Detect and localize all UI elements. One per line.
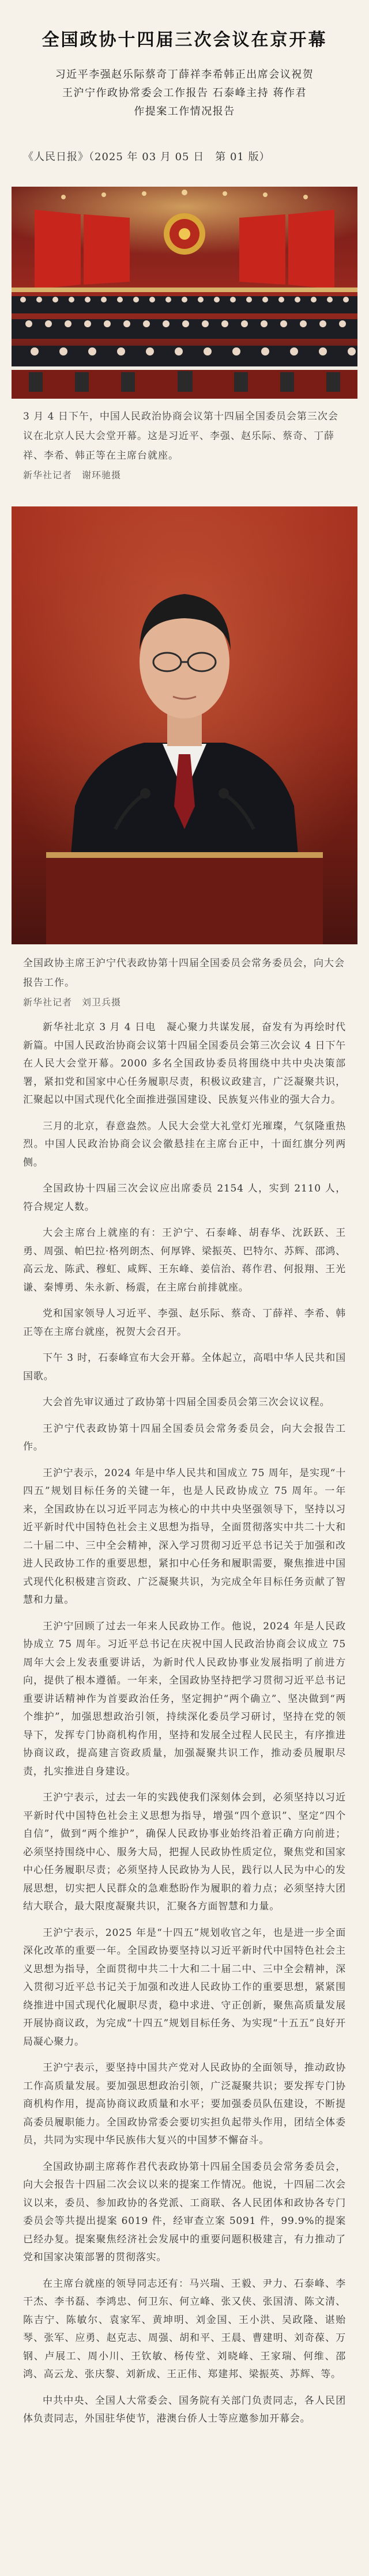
photo2-caption: 全国政协主席王沪宁代表政协第十四届全国委员会常务委员会，向大会报告工作。 [23,958,345,989]
paragraph: 新华社北京 3 月 4 日电 凝心聚力共谋发展，奋发有为再绘时代新篇。中国人民政治协商会议第十四届全国委员会第三次会议 4 日下午在人民大会堂开幕。2000 多名全国政协委员将围绕中共中央决策部署，紧扣党和国家中心任务履职尽责，积极议政建言，广泛凝聚共识，汇聚起以中国式现代化全面推进强国建设、民族复兴伟业的强大合力。 [23,1022,346,1106]
paragraph: 大会主席台上就座的有：王沪宁、石泰峰、胡春华、沈跃跃、王勇、周强、帕巴拉·格列朗杰、何厚铧、梁振英、巴特尔、苏辉、邵鸿、高云龙、陈武、穆虹、咸辉、王东峰、姜信治、蒋作君、何报翔、王光谦、秦博勇、朱永新、杨震，在主席台前排就座。 [23,1227,346,1293]
paragraph: 王沪宁代表政协第十四届全国委员会常务委员会，向大会报告工作。 [23,1423,346,1452]
speaker-image [12,506,357,944]
paragraph: 王沪宁表示，2025 年是“十四五”规划收官之年，也是进一步全面深化改革的重要一年。全国政协要坚持以习近平新时代中国特色社会主义思想为指导，全面贯彻中共二十大和二十届二中、三中全会精神，深入贯彻习近平总书记关于加强和改进人民政协工作的重要思想，紧紧围绕推进中国式现代化履职尽责，稳中求进、守正创新，聚焦高质量发展开展协商议政，为完成“十四五”规划目标任务、为实现“十五五”良好开局凝心聚力。 [23,1927,346,2048]
article-header [0,0,369,121]
photo1-caption: 3 月 4 日下午，中国人民政治协商会议第十四届全国委员会第三次会议在北京人民大会堂开幕。这是习近平、李强、赵乐际、蔡奇、丁薛祥、李希、韩正等在主席台就座。 [23,411,338,462]
opening-session-photo [12,187,357,399]
paragraph: 党和国家领导人习近平、李强、赵乐际、蔡奇、丁薛祥、李希、韩正等在主席台就座，祝贺大会召开。 [23,1308,346,1338]
paragraph: 大会首先审议通过了政协第十四届全国委员会第三次会议议程。 [43,1397,330,1408]
article-subtitle-2: 王沪宁作政协常委会工作报告 石泰峰主持 蒋作君 [62,87,307,99]
paragraph: 全国政协副主席蒋作君代表政协第十四届全国委员会常务委员会，向大会报告十四届二次会议以来的提案工作情况。他说，十四届二次会议以来，委员、参加政协的各党派、工商联、各人民团体和政协各专门委员会等共提出提案 6019 件，经审查立案 5091 件，99.9%的提案已经办复。提案聚焦经济社会发展中的重要问题积极建言，有力推动了党和国家决策部署的贯彻落实。 [23,2161,346,2263]
article-source: 《人民日报》（2025 年 03 月 05 日 第 01 版） [23,151,270,163]
paragraph: 王沪宁表示，要坚持中国共产党对人民政协的全面领导，推动政协工作高质量发展。要加强思想政治引领，广泛凝聚共识；要发挥专门协商机构作用，提高协商议政质量和水平；要加强委员队伍建设，不断提高委员履职能力。全国政协常委会要切实担负起带头作用，团结全体委员，共同为实现中华民族伟大复兴的中国梦不懈奋斗。 [23,2062,346,2146]
article-title: 全国政协十四届三次会议在京开幕 [42,30,327,50]
paragraph: 王沪宁表示，过去一年的实践使我们深刻体会到，必须坚持以习近平新时代中国特色社会主义思想为指导，增强“四个意识”、坚定“四个自信”，做到“两个维护”，确保人民政协事业始终沿着正确方向前进；必须坚持围绕中心、服务大局，把握人民政协性质定位，聚焦党和国家中心任务履职尽责；必须坚持人民政协为人民，践行以人民为中心的发展思想，切实把人民群众的急难愁盼作为履职的着力点；必须坚持大团结大联合，最大限度凝聚共识，汇聚各方面智慧和力量。 [23,1792,346,1912]
article-body [0,1008,369,2429]
paragraph: 全国政协十四届三次会议应出席委员 2154 人，实到 2110 人，符合规定人数。 [23,1183,346,1213]
opening-session-image [12,187,357,399]
paragraph: 三月的北京，春意盎然。人民大会堂大礼堂灯光璀璨，气氛隆重热烈。中国人民政治协商会议会徽悬挂在主席台正中，十面红旗分列两侧。 [23,1120,346,1168]
photo1-byline: 新华社记者 谢环驰摄 [23,470,122,481]
speaker-photo [12,506,357,944]
paragraph: 王沪宁表示，2024 年是中华人民共和国成立 75 周年，是实现“十四五”规划目标任务的关键一年，也是人民政协成立 75 周年。一年来，全国政协在以习近平同志为核心的中共中央坚强领导下，坚持以习近平新时代中国特色社会主义思想为指导，全面贯彻落实中共二十大和二十届二中、三中全会精神，深入学习贯彻习近平总书记关于加强和改进人民政协工作的重要思想，紧扣中心任务和履职需要，聚焦推进中国式现代化积极建言资政、广泛凝聚共识，为完成全年目标任务贡献了智慧和力量。 [23,1467,346,1606]
paragraph: 中共中央、全国人大常委会、国务院有关部门负责同志，各人民团体负责同志，外国驻华使节，港澳台侨人士等应邀参加开幕会。 [23,2395,346,2424]
article-subtitle-3: 作提案工作情况报告 [134,105,235,118]
paragraph: 下午 3 时，石泰峰宣布大会开幕。全体起立，高唱中华人民共和国国歌。 [23,1352,346,1382]
photo2-byline: 新华社记者 刘卫兵摄 [23,997,122,1008]
article-subtitle-1: 习近平李强赵乐际蔡奇丁薛祥李希韩正出席会议祝贺 [55,69,314,81]
paragraph: 在主席台就座的领导同志还有：马兴瑞、王毅、尹力、石泰峰、李干杰、李书磊、李鸿忠、何卫东、何立峰、张又侠、张国清、陈文清、陈吉宁、陈敏尔、袁家军、黄坤明、刘金国、王小洪、吴政隆、谌贻琴、张军、应勇、赵克志、周强、胡和平、王晨、曹建明、刘奇葆、万钢、卢展工、周小川、王钦敏、杨传堂、刘晓峰、王家瑞、何维、邵鸿、高云龙、张庆黎、刘新成、王正伟、郑建邦、梁振英、苏辉、等。 [23,2278,346,2380]
paragraph: 王沪宁回顾了过去一年来人民政协工作。他说，2024 年是人民政协成立 75 周年。习近平总书记在庆祝中国人民政治协商会议成立 75 周年大会上发表重要讲话，为新时代人民政协事业发展指明了前进方向，提供了根本遵循。一年来，全国政协坚持把学习贯彻习近平总书记重要讲话精神作为首要政治任务，坚定拥护“两个确立”、坚决做到“两个维护”，加强思想政治引领，持续深化委员学习研讨，坚持在党的领导下，发挥专门协商机构作用，坚持和发展全过程人民民主，有序推进协商议政，提高建言资政质量，加强凝聚共识工作，推动委员履职尽责，扎实推进自身建设。 [23,1620,346,1777]
